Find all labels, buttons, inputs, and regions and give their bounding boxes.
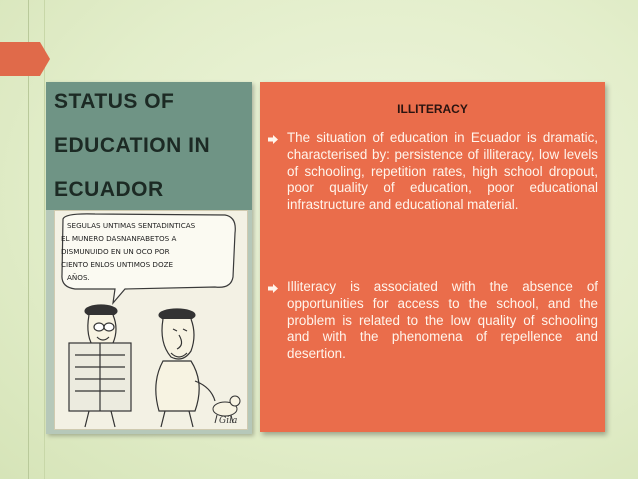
bullet-item [268, 130, 598, 214]
bullet-text: Illiteracy is associated with the absence of opportunities for access to the school, and the problem is related to the low quality of schooling and with the phenomena of repellence and desertion. [287, 279, 598, 362]
title-box [46, 82, 252, 210]
content-panel [260, 82, 605, 432]
title-line-1: STATUS OF [54, 90, 175, 113]
title-line-2: EDUCATION IN [54, 134, 211, 157]
bullet-item [268, 279, 598, 363]
cartoon-drawing [55, 211, 247, 429]
bullet-text: The situation of education in Ecuador is dramatic, characterised by: persistence of illiteracy, low levels of schooling, repetition rates, high school dropout, poor quality of education, poor educational infrastructure and educational material. [287, 130, 598, 213]
arrow-right-icon [268, 134, 279, 145]
speech-line-1: SEGULAS UNTIMAS SENTADINTICAS [67, 221, 196, 230]
speech-line-2: EL MUNERO DASNANFABETOS A [61, 234, 177, 243]
title-line-3: ECUADOR [54, 178, 164, 201]
cartoon-image [54, 210, 248, 430]
man-with-beret [156, 309, 215, 427]
speech-line-5: AÑOS. [67, 273, 90, 282]
man-with-newspaper [69, 305, 131, 427]
content-heading: ILLITERACY [397, 102, 468, 116]
cartoon-signature: Gila [219, 416, 238, 426]
left-panel [46, 82, 252, 434]
arrow-right-icon [268, 283, 279, 294]
accent-arrow [40, 42, 50, 76]
speech-line-3: DISMUNUIDO EN UN OCO POR [61, 247, 170, 256]
speech-line-4: CIENTO ENLOS UNTIMOS DOZE [61, 260, 174, 269]
accent-bar [0, 42, 40, 76]
